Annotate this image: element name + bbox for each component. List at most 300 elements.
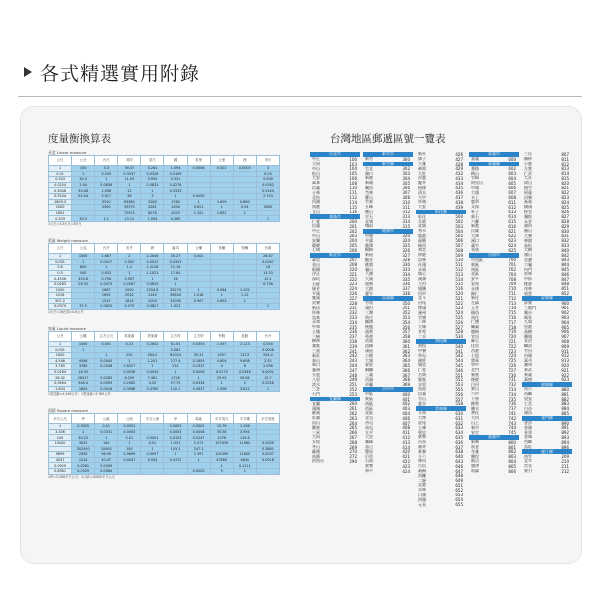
- table-cell: 0.907: [187, 298, 210, 304]
- postal-code: 238: [349, 339, 357, 344]
- table-cell: 0.4172: [164, 457, 187, 463]
- table-header-cell: 公克: [72, 243, 95, 253]
- postal-code: 223: [349, 281, 357, 287]
- district-name: 七股: [471, 353, 479, 358]
- district-name: 後龍: [365, 324, 373, 330]
- postal-code: 553: [455, 382, 463, 388]
- table-cell: 0.907: [118, 276, 141, 282]
- postal-code: 205: [349, 243, 357, 248]
- district-name: 新埔: [365, 180, 373, 186]
- postal-code: 413: [402, 439, 410, 445]
- district-name: 竹山: [418, 396, 426, 402]
- district-name: 六甲: [471, 391, 479, 397]
- table-cell: 0.0005: [187, 193, 210, 199]
- district-name: 永康: [471, 286, 479, 291]
- district-name: 烏日: [365, 444, 373, 450]
- postal-column: [363, 152, 413, 507]
- postal-code: 541: [455, 348, 463, 354]
- postal-code: 717: [508, 319, 516, 325]
- table-header-cell: 平方公里: [141, 414, 164, 424]
- table-header-cell: 坪: [72, 414, 95, 424]
- district-name: 金城: [524, 435, 532, 440]
- postal-code: 226: [349, 291, 357, 296]
- district-name: 關廟: [471, 324, 479, 330]
- district-name: 大里: [365, 435, 373, 440]
- district-name: 鹽埔: [524, 334, 532, 339]
- table-cell: 0.756: [256, 281, 279, 287]
- table-cell: 907.2: [49, 298, 72, 304]
- district-name: 龜山: [365, 267, 373, 272]
- table-cell: 1: [164, 452, 187, 458]
- table-cell: 0.0009: [95, 463, 118, 469]
- district-name: 安南: [471, 281, 479, 286]
- postal-code: 356: [402, 324, 410, 330]
- district-name: 橋頭: [524, 204, 532, 210]
- table-cell: 16: [164, 276, 187, 282]
- table-cell: 2.113: [233, 341, 256, 347]
- postal-code: 333: [402, 267, 410, 272]
- district-name: 杉林: [524, 271, 532, 277]
- district-name: 前鎮: [471, 468, 479, 473]
- table-cell: 100: [72, 166, 95, 172]
- table-header-cell: 英加侖: [118, 331, 141, 341]
- table-cell: 2.098: [256, 364, 279, 370]
- postal-code: 315: [402, 223, 410, 229]
- district-name: 豐原: [365, 449, 373, 454]
- table-cell: 0.0002: [187, 424, 210, 430]
- table-cell: 0.8327: [118, 364, 141, 370]
- postal-code: 812: [561, 161, 569, 167]
- postal-code: 600: [508, 156, 516, 162]
- district-name: 霧峰: [365, 439, 373, 445]
- postal-code: 702: [508, 267, 516, 272]
- postal-code: 602: [508, 166, 516, 172]
- table-header-cell: 平方英里: [256, 414, 279, 424]
- district-name: 五股: [312, 372, 320, 378]
- table-cell: 1: [72, 429, 95, 435]
- postal-code: 521: [455, 295, 463, 301]
- district-name: 西湖: [365, 377, 373, 382]
- postal-code: 314: [402, 219, 410, 224]
- table-header-cell: 台兩: [256, 243, 279, 253]
- table-cell: 0.03: [256, 171, 279, 177]
- district-name: 樹林: [312, 339, 320, 344]
- postal-code: 338: [402, 291, 410, 296]
- district-name: 麥寮: [418, 449, 426, 454]
- region-name: 新竹市: [382, 152, 394, 157]
- table-cell: 0.001: [49, 259, 72, 265]
- table-cell: 0.0278: [164, 182, 187, 188]
- postal-code: 526: [455, 319, 463, 325]
- district-name: 新竹: [365, 156, 373, 162]
- district-name: 中山: [312, 233, 320, 238]
- district-name: 安樂: [312, 238, 320, 243]
- district-name: 西屯: [365, 420, 373, 426]
- postal-code: 737: [508, 406, 516, 412]
- table-cell: 40.47: [95, 457, 118, 463]
- district-name: 新興: [471, 439, 479, 445]
- postal-code: 840: [561, 247, 569, 253]
- postal-code: 369: [402, 382, 410, 388]
- postal-code: 402: [402, 401, 410, 407]
- district-name: 大寮: [524, 233, 532, 238]
- district-name: 佳里: [471, 343, 479, 349]
- postal-code: 263: [349, 415, 357, 421]
- district-name: 三灣: [365, 310, 373, 315]
- postal-code: 843: [561, 257, 569, 263]
- postal-code: 902: [561, 310, 569, 316]
- district-name: 橫山: [365, 209, 373, 214]
- postal-code: 828: [561, 219, 569, 224]
- postal-code: 826: [561, 209, 569, 215]
- postal-code: 847: [561, 276, 569, 282]
- table-cell: [187, 216, 210, 222]
- postal-code: 525: [455, 315, 463, 320]
- table-cell: 0.0929: [49, 463, 72, 469]
- postal-code: 646: [455, 463, 463, 469]
- district-name: 萬丹: [524, 358, 532, 363]
- table-cell: 100: [95, 441, 118, 447]
- postal-code: 433: [455, 175, 463, 181]
- table-cell: 6076: [141, 210, 164, 216]
- table-cell: 61024: [164, 353, 187, 359]
- table-cell: 3: [141, 193, 164, 199]
- table-cell: 0.0375: [49, 304, 72, 310]
- postal-code: 555: [455, 387, 463, 392]
- district-name: 麟洛: [524, 343, 532, 349]
- district-name: 湖內: [524, 223, 532, 229]
- table-cell: 277.4: [164, 358, 187, 364]
- table-header-cell: 公撮: [72, 331, 95, 341]
- district-name: 屏東: [524, 300, 532, 306]
- table-cell: [210, 216, 233, 222]
- district-name: 大溪: [365, 276, 373, 282]
- table-header-cell: 公尺: [49, 156, 72, 166]
- table-row: [49, 386, 280, 392]
- table-cell: 0.0625: [95, 304, 118, 310]
- table-cell: 2.2046: [141, 253, 164, 259]
- table-cell: 100: [49, 435, 72, 441]
- table-cell: 0.25: [141, 381, 164, 387]
- table-cell: 1: [233, 210, 256, 216]
- postal-code: 711: [508, 291, 516, 296]
- table-cell: 0.0473: [95, 281, 118, 287]
- table-cell: 16.39: [72, 369, 95, 375]
- table-cell: 0.9144: [49, 193, 72, 199]
- table-cell: 1609.3: [49, 199, 72, 205]
- table-cell: 9699: [49, 452, 72, 458]
- district-name: 溪州: [418, 310, 426, 315]
- table-cell: 0.001: [49, 347, 72, 353]
- table-cell: 2025: [164, 210, 187, 216]
- district-name: 北埔: [365, 219, 373, 224]
- district-name: 平溪: [312, 291, 320, 296]
- postal-code: 115: [349, 204, 357, 210]
- district-name: 永和: [312, 319, 320, 325]
- district-name: 神岡: [418, 166, 426, 171]
- region-name: 基隆市: [329, 214, 341, 219]
- table-cell: 0.061: [164, 347, 187, 353]
- postal-code: 513: [455, 271, 463, 277]
- postal-column: [416, 152, 466, 507]
- postal-code: 802: [508, 449, 516, 455]
- district-name: 高樹: [524, 329, 532, 334]
- postal-code: 730: [508, 372, 516, 378]
- postal-code: 709: [508, 281, 516, 287]
- table-cell: 0.365: [164, 216, 187, 222]
- table-cell: 1224: [72, 457, 95, 463]
- district-name: 羅東: [312, 425, 320, 430]
- district-name: 玉井: [471, 305, 479, 310]
- district-name: 釣魚台: [312, 459, 324, 464]
- district-name: 貢寮: [312, 300, 320, 306]
- district-name: 學甲: [471, 363, 479, 368]
- district-name: 信義: [418, 391, 426, 397]
- table-cell: 0.54: [233, 205, 256, 211]
- postal-code: 512: [455, 267, 463, 272]
- district-name: 鹽埕: [471, 454, 479, 459]
- postal-code: 105: [349, 171, 357, 176]
- table-cell: 1.151: [187, 210, 210, 216]
- district-name: 左營: [524, 166, 532, 171]
- table-cell: 1.094: [164, 166, 187, 172]
- conversion-tables: [48, 150, 282, 485]
- district-name: 三星: [312, 430, 320, 435]
- postal-code: 616: [508, 223, 516, 229]
- postal-code: 204: [349, 238, 357, 244]
- postal-code: 420: [402, 449, 410, 455]
- district-name: 線西: [418, 243, 426, 248]
- district-name: 金沙: [524, 420, 532, 426]
- district-name: 中正: [312, 228, 320, 234]
- table-cell: 3785: [72, 364, 95, 370]
- postal-code: 827: [561, 214, 569, 220]
- postal-code: 611: [508, 199, 516, 205]
- district-name: 埔里: [418, 363, 426, 368]
- district-name: 水林: [418, 487, 426, 493]
- postal-code: 270: [349, 449, 357, 455]
- district-name: 太平: [365, 430, 373, 435]
- table-cell: 0.1605: [187, 358, 210, 364]
- district-name: 和美: [418, 247, 426, 253]
- postal-code: 403: [402, 406, 410, 412]
- conversion-table: [48, 238, 280, 320]
- table-cell: 1: [95, 435, 118, 441]
- table-cell: 0.001: [95, 341, 118, 347]
- table-cell: 1094: [164, 205, 187, 211]
- table-cell: 1: [164, 193, 187, 199]
- district-name: 布袋: [471, 247, 479, 253]
- district-name: 路竹: [524, 185, 532, 190]
- table-cell: 0.033: [95, 171, 118, 177]
- postal-code: 350: [402, 300, 410, 306]
- postal-code: 715: [508, 310, 516, 316]
- table-cell: 0.3048: [49, 188, 72, 194]
- postal-code: 710: [508, 286, 516, 292]
- district-name: 觀音: [365, 257, 373, 262]
- district-name: 西區: [365, 406, 373, 411]
- district-name: 萬里: [312, 257, 320, 262]
- postal-code: 244: [349, 363, 357, 368]
- postal-code: 510: [455, 257, 463, 263]
- table-cell: 0.3937: [118, 171, 141, 177]
- district-name: 鳥松: [524, 243, 532, 248]
- postal-code: 621: [508, 228, 516, 234]
- table-cell: 1728: [164, 375, 187, 381]
- district-name: 北斗: [418, 295, 426, 301]
- district-name: 金寧: [524, 430, 532, 435]
- table-header-cell: 公分: [72, 156, 95, 166]
- postal-column: [469, 152, 519, 507]
- table-header-cell: 立方呎: [187, 331, 210, 341]
- region-name: 金門縣: [541, 415, 553, 421]
- district-name: 口湖: [418, 492, 426, 497]
- district-name: 南澳: [312, 454, 320, 459]
- district-name: 大湖: [365, 358, 373, 363]
- district-name: 三民: [524, 152, 532, 157]
- postal-code: 913: [561, 358, 569, 364]
- table-cell: 4.546: [49, 358, 72, 364]
- district-row: [363, 469, 413, 474]
- postal-code: 636: [455, 439, 463, 445]
- district-name: 後壁: [471, 377, 479, 382]
- district-name: 太保: [471, 204, 479, 210]
- district-name: 北竿: [524, 459, 532, 464]
- district-name: 二水: [418, 334, 426, 339]
- postal-code: 744: [508, 425, 516, 431]
- table-cell: 5280: [141, 199, 164, 205]
- district-name: 鹿港: [418, 233, 426, 238]
- postal-code: 523: [455, 305, 463, 311]
- table-header-cell: 公畝: [95, 414, 118, 424]
- district-name: 田中: [418, 291, 426, 296]
- table-cell: 0.4536: [49, 276, 72, 282]
- postal-code: 733: [508, 387, 516, 392]
- table-cell: 1: [164, 369, 187, 375]
- postal-code: 509: [455, 252, 463, 258]
- postal-code: 362: [402, 348, 410, 354]
- table-cell: 2.397: [187, 452, 210, 458]
- postal-code: 631: [455, 415, 463, 421]
- district-name: 土庫: [418, 425, 426, 430]
- district-name: 林園: [524, 238, 532, 243]
- postal-code: 716: [508, 315, 516, 320]
- district-row: [310, 459, 360, 464]
- table-cell: 33.3: [72, 216, 95, 222]
- table-cell: 35840: [164, 293, 187, 299]
- postal-code: 846: [561, 271, 569, 277]
- table-header-cell: 公斤: [49, 243, 72, 253]
- table-cell: 35.31: [187, 353, 210, 359]
- postal-code: 211: [561, 463, 569, 469]
- district-name: 竹南: [365, 300, 373, 306]
- district-name: 竹塘: [418, 315, 426, 320]
- table-cell: 0.0003: [118, 429, 141, 435]
- table-cell: 0.0331: [95, 429, 118, 435]
- table-note: 1台斤=16台兩=0.6公斤: [48, 309, 84, 314]
- postal-code: 272: [349, 454, 357, 459]
- district-name: 新化: [471, 295, 479, 301]
- district-name: 將軍: [471, 358, 479, 363]
- postal-code: 701: [508, 262, 516, 268]
- postal-code: 922: [561, 372, 569, 378]
- header-divider: [18, 96, 582, 97]
- postal-code: 528: [455, 329, 463, 335]
- postal-code: 247: [349, 367, 357, 373]
- postal-code: 264: [349, 420, 357, 426]
- postal-code: 260: [349, 401, 357, 407]
- left-page: [48, 131, 282, 491]
- table-cell: 1.3228: [141, 265, 164, 271]
- postal-code: 896: [561, 444, 569, 450]
- district-name: 中山: [312, 166, 320, 171]
- district-name: 草屯: [418, 353, 426, 358]
- table-cell: 1.196: [233, 424, 256, 430]
- postal-code: 720: [508, 334, 516, 340]
- table-cell: 28.32: [49, 375, 72, 381]
- postal-code: 745: [508, 430, 516, 436]
- table-cell: 0.0006: [187, 369, 210, 375]
- conversion-table-title: 度量衡換算表: [48, 133, 111, 145]
- postal-code: 336: [402, 281, 410, 287]
- district-name: 大肚: [418, 171, 426, 176]
- table-cell: 2000: [141, 298, 164, 304]
- postal-code: 630: [455, 411, 463, 416]
- postal-code: 614: [508, 214, 516, 220]
- district-name: 宜蘭: [312, 401, 320, 406]
- district-name: 暖暖: [312, 243, 320, 248]
- postal-code: 337: [402, 286, 410, 292]
- postal-code: 833: [561, 243, 569, 248]
- district-name: 甲仙: [524, 276, 532, 282]
- table-cell: 1.323: [164, 304, 187, 310]
- table-cell: 4: [210, 364, 233, 370]
- postal-code: 900: [561, 300, 569, 306]
- table-cell: 0.0281: [72, 463, 95, 469]
- table-cell: 1667: [95, 287, 118, 293]
- table-cell: 0.0164: [49, 369, 72, 375]
- postal-code: 504: [455, 228, 463, 234]
- postal-code: 883: [561, 401, 569, 407]
- postal-code: 725: [508, 358, 516, 364]
- table-cell: 0.0567: [118, 281, 141, 287]
- postal-code: 353: [402, 315, 410, 320]
- table-header-cell: 平方英尺: [210, 414, 233, 424]
- postal-code: 233: [349, 315, 357, 320]
- district-name: 南庄: [365, 315, 373, 320]
- district-name: 鹿谷: [418, 401, 426, 406]
- region-name: 宜蘭縣: [329, 396, 341, 402]
- district-name: 安平: [471, 276, 479, 282]
- postal-code: 243: [349, 358, 357, 364]
- table-cell: 2934: [72, 452, 95, 458]
- district-name: 莒光: [524, 463, 532, 469]
- postal-code: 907: [561, 334, 569, 340]
- district-name: 大內: [471, 415, 479, 421]
- district-name: 外埔: [418, 199, 426, 205]
- table-cell: 946.4: [72, 381, 95, 387]
- table-cell: 0.0353: [187, 341, 210, 347]
- district-name: 大村: [418, 281, 426, 286]
- postal-code: 303: [402, 171, 410, 176]
- district-name: 虎尾: [418, 420, 426, 426]
- table-cell: 0.0008: [187, 429, 210, 435]
- district-name: 鶯歌: [312, 343, 320, 349]
- district-name: 礁溪: [312, 411, 320, 416]
- table-cell: 0.001: [187, 253, 210, 259]
- district-name: 大安: [418, 204, 426, 210]
- postal-code: 266: [349, 430, 357, 436]
